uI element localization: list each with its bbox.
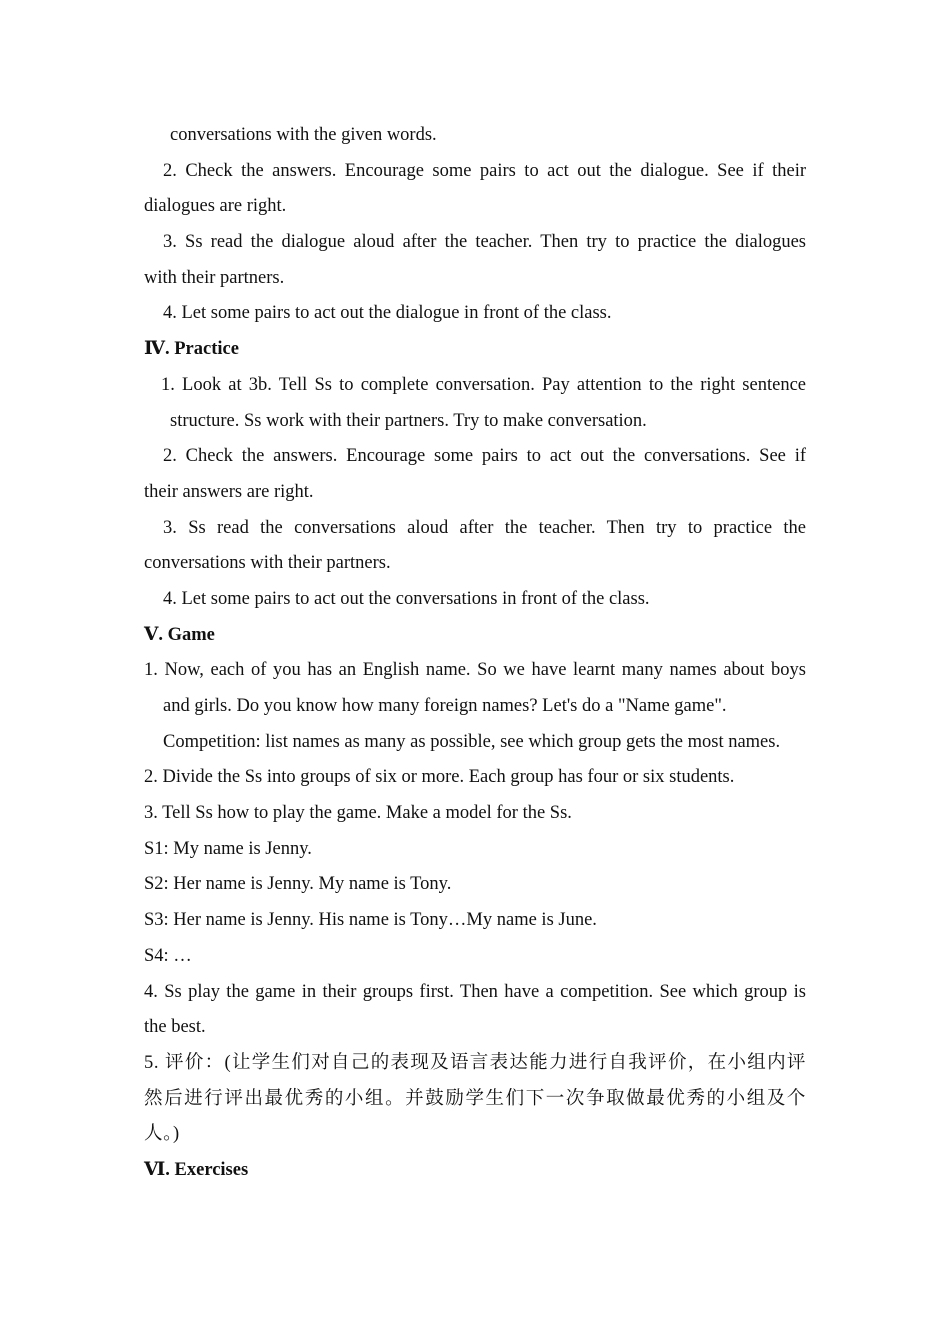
paragraph-line: conversations with their partners. xyxy=(144,553,391,574)
section-title: Exercises xyxy=(174,1159,249,1180)
dialogue-line: S1: My name is Jenny. xyxy=(144,838,312,859)
paragraph-line: Competition: list names as many as possible, see which group gets the most names. xyxy=(163,731,781,752)
paragraph-line: 3. Ss read the dialogue aloud after the teacher. Then try to practice the dialogues xyxy=(163,232,806,253)
paragraph-line: and girls. Do you know how many foreign names? Let's do a "Name game". xyxy=(163,696,727,716)
dialogue-line: S3: Her name is Jenny. His name is Tony…My name is June. xyxy=(144,910,597,931)
dialogue-line: S2: Her name is Jenny. My name is Tony. xyxy=(144,874,452,895)
paragraph-line: structure. Ss work with their partners. Try to make conversation. xyxy=(170,410,647,431)
paragraph-line: 4. Let some pairs to act out the dialogue in front of the class. xyxy=(163,303,612,324)
paragraph-line: 3. Ss read the conversations aloud after the teacher. Then try to practice the xyxy=(163,517,806,538)
section-numeral: Ⅳ. xyxy=(144,339,170,360)
paragraph-line: 4. Let some pairs to act out the conversations in front of the class. xyxy=(163,588,650,609)
section-title: Game xyxy=(167,624,215,645)
paragraph-line: the best. xyxy=(144,1017,206,1038)
paragraph-line: 2. Divide the Ss into groups of six or more. Each group has four or six students. xyxy=(144,767,735,788)
document-page xyxy=(144,118,806,1189)
paragraph-line: conversations with the given words. xyxy=(170,125,437,145)
paragraph-line: 2. Check the answers. Encourage some pairs to act out the conversations. See if xyxy=(163,446,806,467)
section-numeral: Ⅴ. xyxy=(144,624,163,645)
dialogue-line: S4: … xyxy=(144,945,192,966)
paragraph-line: 然后进行评出最优秀的小组。并鼓励学生们下一次争取做最优秀的小组及个 xyxy=(144,1088,806,1109)
paragraph-line: 4. Ss play the game in their groups first. Then have a competition. See which group is xyxy=(144,981,806,1002)
section-heading-game xyxy=(144,618,806,654)
paragraph-line: 2. Check the answers. Encourage some pairs to act out the dialogue. See if their xyxy=(163,160,806,181)
paragraph-line: 3. Tell Ss how to play the game. Make a model for the Ss. xyxy=(144,803,572,824)
paragraph-line: 5. 评价：(让学生们对自己的表现及语言表达能力进行自我评价，在小组内评 xyxy=(144,1052,806,1073)
section-numeral: Ⅵ. xyxy=(144,1159,170,1180)
paragraph-line: with their partners. xyxy=(144,267,285,288)
paragraph-line: their answers are right. xyxy=(144,481,314,502)
section-title: Practice xyxy=(174,339,239,360)
section-heading-practice xyxy=(144,332,806,368)
paragraph-line: 1. Now, each of you has an English name. So we have learnt many names about boys xyxy=(144,660,806,681)
paragraph-line: dialogues are right. xyxy=(144,196,287,217)
section-heading-exercises xyxy=(144,1153,806,1189)
paragraph-line: 人。) xyxy=(144,1124,180,1145)
paragraph-line: 1. Look at 3b. Tell Ss to complete conversation. Pay attention to the right sentence xyxy=(161,374,806,395)
